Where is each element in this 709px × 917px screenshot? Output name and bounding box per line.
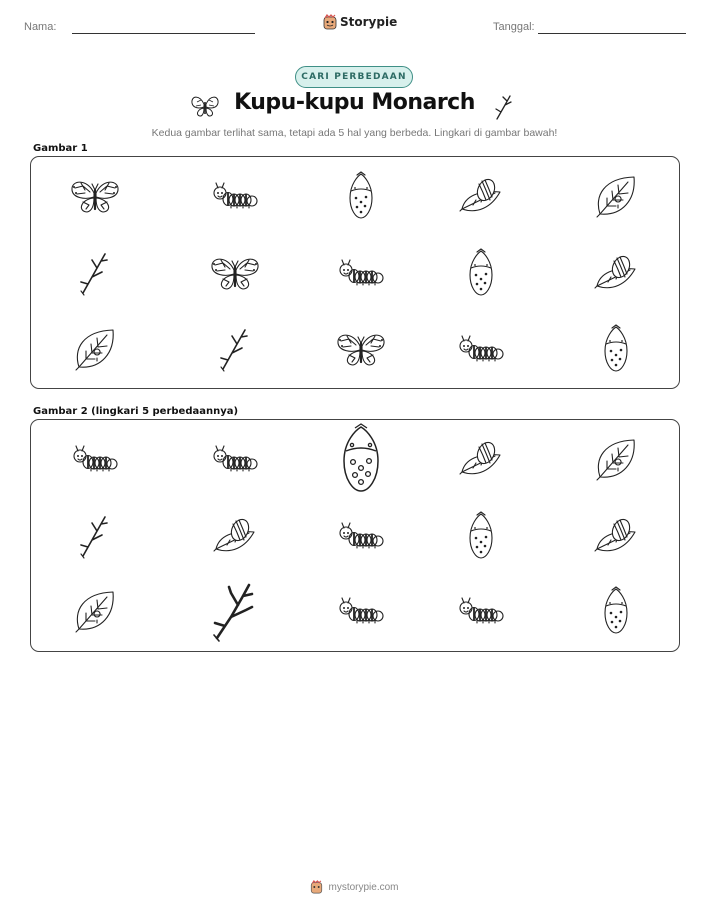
leaf-egg-icon[interactable] <box>451 431 511 487</box>
leaf-egg-drawing <box>593 516 639 556</box>
name-field[interactable] <box>72 33 255 34</box>
twig-icon <box>205 321 265 377</box>
chrysalis-drawing <box>601 586 631 636</box>
brand-logo <box>323 14 397 30</box>
storypie-mascot-icon <box>323 14 337 30</box>
caterpillar-drawing <box>336 258 386 288</box>
date-field[interactable] <box>538 33 686 34</box>
chrysalis-large-icon[interactable] <box>331 431 391 487</box>
title-twig-icon <box>494 94 514 120</box>
leaf-egg-icon[interactable] <box>586 508 646 564</box>
activity-badge: CARI PERBEDAAN <box>295 66 413 88</box>
butterfly-drawing <box>210 253 260 293</box>
caterpillar-icon[interactable] <box>331 583 391 639</box>
caterpillar-drawing <box>456 334 506 364</box>
butterfly-icon <box>65 168 125 224</box>
caterpillar-drawing <box>70 444 120 474</box>
caterpillar-drawing <box>336 521 386 551</box>
chrysalis-drawing <box>466 248 496 298</box>
chrysalis-icon[interactable] <box>586 583 646 639</box>
date-label: Tanggal: <box>493 21 535 33</box>
chrysalis-large-drawing <box>338 423 384 495</box>
page-title: Kupu-kupu Monarch <box>234 90 475 115</box>
name-label: Nama: <box>24 21 57 33</box>
instructions: Kedua gambar terlihat sama, tetapi ada 5 hal yang berbeda. Lingkari di gambar bawah! <box>151 127 558 139</box>
caterpillar-icon <box>205 168 265 224</box>
picture1-label: Gambar 1 <box>33 143 88 154</box>
leaf-egg-drawing <box>212 516 258 556</box>
leaf-icon[interactable] <box>65 583 125 639</box>
caterpillar-icon[interactable] <box>451 583 511 639</box>
leaf-drawing <box>72 327 118 371</box>
chrysalis-drawing <box>346 171 376 221</box>
leaf-egg-drawing <box>458 176 504 216</box>
leaf-egg-drawing <box>458 439 504 479</box>
butterfly-icon <box>205 245 265 301</box>
twig-drawing <box>77 514 113 558</box>
leaf-icon <box>586 168 646 224</box>
footer <box>0 880 709 894</box>
chrysalis-icon <box>586 321 646 377</box>
twig-large-icon[interactable] <box>205 583 265 639</box>
brand-name: Storypie <box>340 15 398 29</box>
caterpillar-icon[interactable] <box>65 431 125 487</box>
footer-url: mystorypie.com <box>328 881 399 893</box>
chrysalis-drawing <box>466 511 496 561</box>
chrysalis-icon <box>331 168 391 224</box>
leaf-drawing <box>593 437 639 481</box>
leaf-drawing <box>593 174 639 218</box>
twig-icon[interactable] <box>65 508 125 564</box>
picture2-label: Gambar 2 (lingkari 5 perbedaannya) <box>33 406 239 417</box>
chrysalis-drawing <box>601 324 631 374</box>
chrysalis-icon <box>451 245 511 301</box>
storypie-mascot-icon <box>310 880 323 894</box>
leaf-icon <box>65 321 125 377</box>
caterpillar-icon <box>451 321 511 377</box>
butterfly-drawing <box>70 176 120 216</box>
leaf-egg-icon <box>586 245 646 301</box>
twig-drawing <box>217 327 253 371</box>
butterfly-icon <box>331 321 391 377</box>
caterpillar-drawing <box>336 596 386 626</box>
caterpillar-drawing <box>210 444 260 474</box>
leaf-icon[interactable] <box>586 431 646 487</box>
twig-large-drawing <box>209 581 261 641</box>
caterpillar-drawing <box>456 596 506 626</box>
leaf-drawing <box>72 589 118 633</box>
chrysalis-icon[interactable] <box>451 508 511 564</box>
caterpillar-icon[interactable] <box>205 431 265 487</box>
twig-icon <box>65 245 125 301</box>
leaf-egg-icon[interactable] <box>205 508 265 564</box>
caterpillar-drawing <box>210 181 260 211</box>
twig-drawing <box>77 251 113 295</box>
butterfly-drawing <box>336 329 386 369</box>
leaf-egg-drawing <box>593 253 639 293</box>
caterpillar-icon[interactable] <box>331 508 391 564</box>
leaf-egg-icon <box>451 168 511 224</box>
caterpillar-icon <box>331 245 391 301</box>
